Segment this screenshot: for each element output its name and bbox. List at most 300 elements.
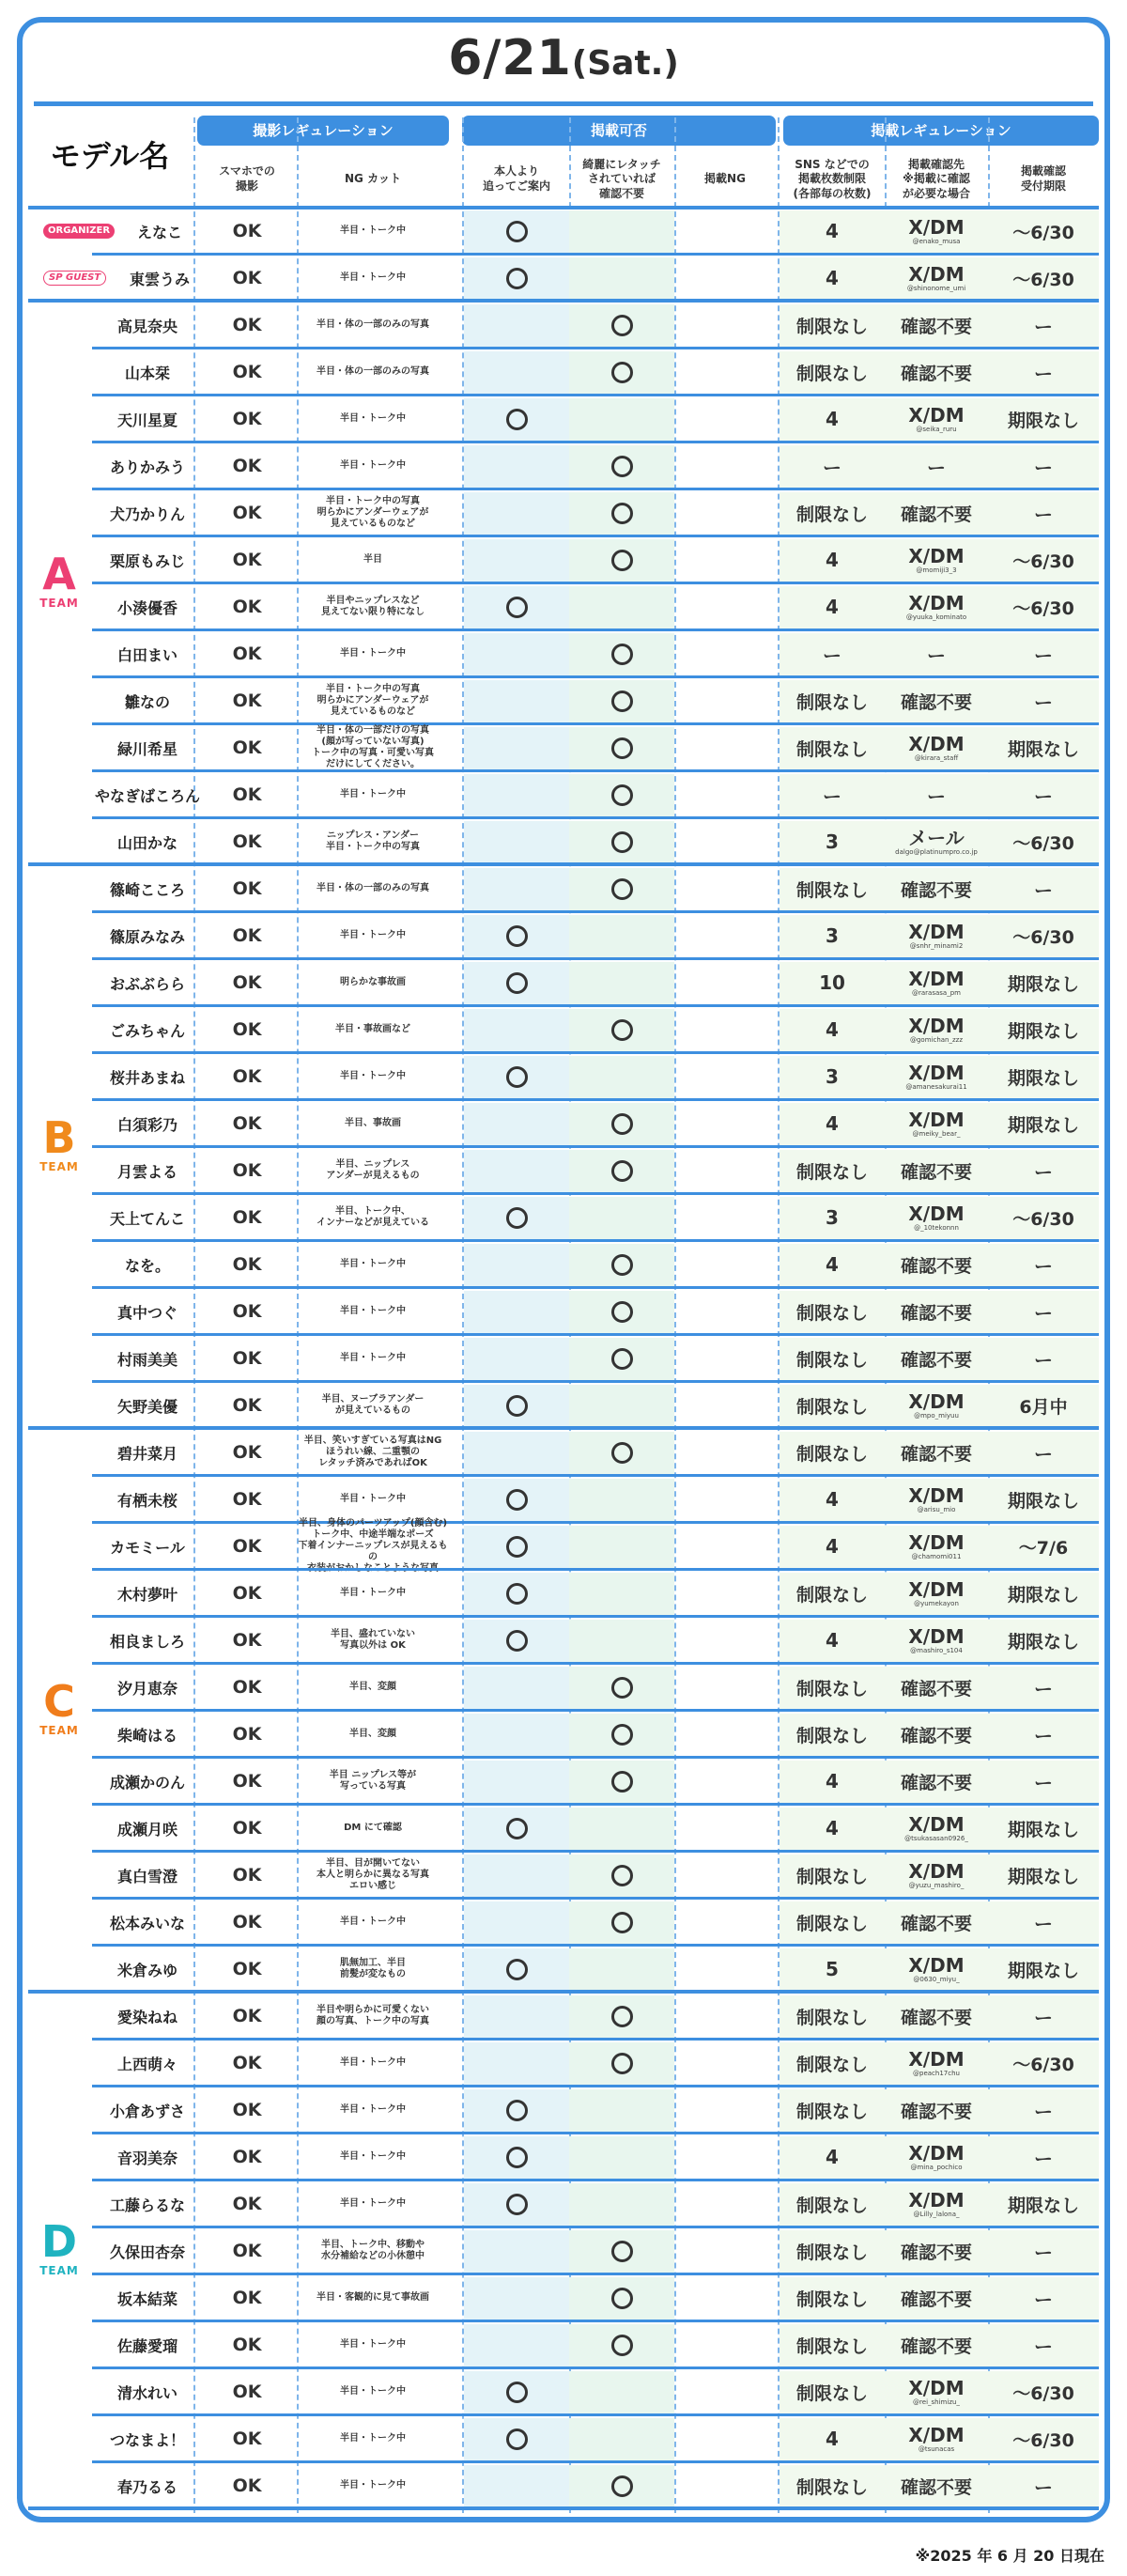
retouch-shade bbox=[569, 2089, 674, 2132]
organizer-badge: ORGANIZER bbox=[43, 224, 115, 239]
circle-mark-icon bbox=[506, 597, 528, 618]
retouch-cell bbox=[569, 349, 674, 396]
deadline: ー bbox=[1034, 1677, 1053, 1700]
ng-cut-text: 半目、事故画 bbox=[345, 1117, 401, 1128]
retouch-shade bbox=[569, 1948, 674, 1991]
follow-up-cell bbox=[464, 959, 569, 1006]
table-row bbox=[23, 1805, 1104, 1852]
table-row bbox=[23, 1993, 1104, 2040]
circle-mark-icon bbox=[611, 1677, 633, 1699]
confirm-method: X/DM bbox=[908, 1624, 965, 1648]
model-name: 犬乃かりん bbox=[109, 504, 185, 523]
retouch-cell bbox=[569, 865, 674, 912]
circle-mark-icon bbox=[506, 2100, 528, 2121]
model-name: 柴崎はる bbox=[116, 1726, 178, 1745]
smartphone-ok: OK bbox=[232, 2382, 262, 2402]
confirm-contact bbox=[885, 536, 988, 583]
circle-mark-icon bbox=[611, 831, 633, 853]
follow-shade bbox=[464, 1901, 569, 1944]
sns-limit: 4 bbox=[826, 408, 839, 430]
contact-handle: @yumekayon bbox=[914, 1599, 959, 1607]
sns-limit: 制限なし bbox=[795, 691, 868, 713]
deadline: 〜6/30 bbox=[1012, 551, 1074, 572]
sns-limit: 3 bbox=[826, 830, 839, 853]
table-row bbox=[23, 1429, 1104, 1476]
smartphone-ok: OK bbox=[232, 784, 262, 805]
ng-cut-text: 半目・トーク中 bbox=[340, 2432, 406, 2444]
confirm-contact bbox=[885, 1805, 988, 1852]
retouch-cell bbox=[569, 724, 674, 771]
table-row bbox=[23, 1758, 1104, 1805]
sns-limit: 制限なし bbox=[795, 1161, 868, 1183]
model-name: 東雲うみ bbox=[129, 270, 190, 288]
smartphone-ok: OK bbox=[232, 2053, 262, 2073]
confirm-contact bbox=[885, 1946, 988, 1993]
sns-limit: 制限なし bbox=[795, 738, 868, 760]
circle-mark-icon bbox=[506, 409, 528, 430]
table-row bbox=[23, 1053, 1104, 1100]
follow-shade bbox=[464, 680, 569, 722]
confirm-contact bbox=[885, 2180, 988, 2227]
follow-up-cell bbox=[464, 2415, 569, 2462]
table-row bbox=[23, 536, 1104, 583]
circle-mark-icon bbox=[611, 1912, 633, 1933]
confirm-method: X/DM bbox=[908, 1108, 965, 1131]
sns-limit: 制限なし bbox=[795, 504, 868, 525]
ng-cut-text: 半目、身体のパーツアップ(顔含む) トーク中、中途半端なポーズ 下着インナーニップレスが見えるもの bbox=[298, 1517, 448, 1563]
ng-cut-text: 半目・トーク中 bbox=[340, 412, 406, 424]
retouch-cell bbox=[569, 1100, 674, 1147]
col-deadline: 掲載確認 受付期限 bbox=[1020, 164, 1066, 193]
retouch-shade bbox=[569, 2136, 674, 2179]
model-name: つなまよ！ bbox=[109, 2430, 185, 2449]
deadline: 期限なし bbox=[1007, 1067, 1079, 1089]
retouch-cell bbox=[569, 1006, 674, 1053]
deadline: ー bbox=[1034, 2241, 1053, 2264]
contact-handle: @peach17chu bbox=[913, 2069, 960, 2077]
confirm-contact bbox=[885, 1523, 988, 1570]
follow-shade bbox=[464, 2277, 569, 2320]
retouch-shade bbox=[569, 1526, 674, 1568]
contact-handle: @amanesakurai11 bbox=[905, 1082, 967, 1091]
deadline: 6月中 bbox=[1019, 1396, 1068, 1418]
deadline: 期限なし bbox=[1007, 1631, 1079, 1653]
sns-limit: 10 bbox=[819, 971, 845, 994]
confirm-method: 確認不要 bbox=[900, 316, 972, 337]
contact-handle: @kirara_staff bbox=[914, 753, 959, 762]
retouch-shade bbox=[569, 2183, 674, 2226]
follow-shade bbox=[464, 1432, 569, 1474]
page-title bbox=[23, 30, 1104, 98]
retouch-cell bbox=[569, 677, 674, 724]
table-row bbox=[23, 2227, 1104, 2274]
confirm-contact bbox=[885, 724, 988, 771]
ng-cut-text: 半目、トーク中、移動や 水分補給などの小休憩中 bbox=[321, 2239, 425, 2261]
smartphone-ok: OK bbox=[232, 1630, 262, 1651]
team-word: TEAM bbox=[39, 597, 79, 610]
follow-up-cell bbox=[464, 1194, 569, 1241]
circle-mark-icon bbox=[611, 503, 633, 524]
deadline: ー bbox=[1034, 691, 1053, 714]
deadline: ー bbox=[1034, 362, 1053, 385]
contact-handle: @rei_shimizu_ bbox=[913, 2398, 960, 2406]
ng-cut-text: 半目・トーク中 bbox=[340, 2338, 406, 2350]
sns-limit: 制限なし bbox=[795, 2476, 868, 2498]
retouch-cell bbox=[569, 2227, 674, 2274]
ng-cut-text: 半目・トーク中 bbox=[340, 788, 406, 799]
table-row bbox=[23, 2274, 1104, 2321]
confirm-method: X/DM bbox=[908, 1389, 965, 1413]
confirm-contact bbox=[885, 1382, 988, 1429]
table-row bbox=[23, 1570, 1104, 1617]
retouch-shade bbox=[569, 1620, 674, 1662]
contact-handle: @0630_miyu_ bbox=[913, 1975, 960, 1983]
circle-mark-icon bbox=[611, 1113, 633, 1135]
follow-up-cell bbox=[464, 1946, 569, 1993]
retouch-cell bbox=[569, 1852, 674, 1899]
model-name: 天川星夏 bbox=[116, 411, 178, 429]
circle-mark-icon bbox=[611, 1442, 633, 1464]
deadline: 期限なし bbox=[1007, 973, 1079, 995]
retouch-shade bbox=[569, 586, 674, 628]
ng-cut-text: 半目・体の一部のみの写真 bbox=[316, 882, 429, 893]
retouch-shade bbox=[569, 2418, 674, 2460]
deadline: 期限なし bbox=[1007, 738, 1079, 760]
model-name: 相良ましろ bbox=[109, 1632, 185, 1651]
smartphone-ok: OK bbox=[232, 1113, 262, 1134]
table-row bbox=[23, 818, 1104, 865]
confirm-method: X/DM bbox=[908, 1014, 965, 1037]
confirm-method: 確認不要 bbox=[900, 363, 972, 384]
smartphone-ok: OK bbox=[232, 1724, 262, 1745]
smartphone-ok: OK bbox=[232, 1066, 262, 1087]
sp-guest-badge: SP GUEST bbox=[43, 271, 106, 286]
retouch-shade bbox=[569, 210, 674, 253]
confirm-method: X/DM bbox=[908, 1812, 965, 1836]
smartphone-ok: OK bbox=[232, 550, 262, 570]
sns-limit: 制限なし bbox=[795, 316, 868, 337]
ng-cut-text: 半目・トーク中 bbox=[340, 2103, 406, 2115]
contact-handle: @meiky_bear_ bbox=[912, 1129, 961, 1138]
confirm-method: X/DM bbox=[908, 2423, 965, 2446]
confirm-contact bbox=[885, 959, 988, 1006]
deadline: 〜6/30 bbox=[1012, 597, 1074, 619]
smartphone-ok: OK bbox=[232, 1865, 262, 1885]
deadline: ー bbox=[1034, 1160, 1053, 1184]
group-posting: 掲載可否 bbox=[462, 116, 776, 146]
deadline: 期限なし bbox=[1007, 1020, 1079, 1042]
schedule-frame bbox=[17, 17, 1110, 2522]
ng-cut-text: 半目・客観的に見て事故画 bbox=[316, 2291, 429, 2303]
follow-up-cell bbox=[464, 2368, 569, 2415]
table-row bbox=[23, 1517, 1104, 1570]
confirm-contact bbox=[885, 1570, 988, 1617]
confirm-contact bbox=[885, 1617, 988, 1664]
retouch-shade bbox=[569, 2371, 674, 2413]
deadline: 期限なし bbox=[1007, 410, 1079, 431]
deadline: ー bbox=[1034, 2335, 1053, 2358]
table-row bbox=[23, 583, 1104, 630]
confirm-method: 確認不要 bbox=[900, 1913, 972, 1934]
retouch-shade bbox=[569, 398, 674, 441]
deadline: ー bbox=[1034, 1442, 1053, 1466]
sns-limit: 4 bbox=[826, 1535, 839, 1558]
table-row bbox=[23, 255, 1104, 302]
circle-mark-icon bbox=[506, 268, 528, 289]
model-name: 矢野美優 bbox=[116, 1397, 178, 1416]
deadline: 期限なし bbox=[1007, 2195, 1079, 2216]
table-header bbox=[23, 106, 1104, 211]
smartphone-ok: OK bbox=[232, 362, 262, 382]
table-row bbox=[23, 724, 1104, 771]
confirm-method: X/DM bbox=[908, 591, 965, 614]
ng-cut-text: 半目 bbox=[363, 553, 382, 565]
model-name: 碧井菜月 bbox=[116, 1444, 178, 1463]
circle-mark-icon bbox=[506, 1583, 528, 1605]
contact-handle: @snhr_minami2 bbox=[909, 941, 964, 950]
sns-limit: 4 bbox=[826, 549, 839, 571]
ng-cut-text: 半目・体の一部のみの写真 bbox=[316, 365, 429, 377]
circle-mark-icon bbox=[611, 1348, 633, 1370]
retouch-cell bbox=[569, 1664, 674, 1711]
model-name: 月雲よる bbox=[116, 1162, 178, 1181]
follow-up-cell bbox=[464, 1805, 569, 1852]
confirm-method: 確認不要 bbox=[900, 691, 972, 713]
smartphone-ok: OK bbox=[232, 691, 262, 711]
ng-cut-text: 肌無加工、半目 前髪が変なもの bbox=[340, 1957, 406, 1979]
contact-handle: @enako_musa bbox=[912, 237, 961, 245]
confirm-contact bbox=[885, 1194, 988, 1241]
model-name: 成瀬月咲 bbox=[116, 1820, 178, 1839]
confirm-contact bbox=[885, 2040, 988, 2087]
ng-cut-text: ニップレス・アンダー 半目・トーク中の写真 bbox=[326, 830, 420, 852]
follow-up-cell bbox=[464, 1523, 569, 1570]
smartphone-ok: OK bbox=[232, 1019, 262, 1040]
confirm-method: X/DM bbox=[908, 544, 965, 567]
sns-limit: 4 bbox=[826, 220, 839, 242]
ng-cut-text: 半目・トーク中 bbox=[340, 1916, 406, 1927]
confirm-contact bbox=[885, 396, 988, 442]
model-name: 白須彩乃 bbox=[116, 1115, 178, 1134]
table-row bbox=[23, 2087, 1104, 2134]
smartphone-ok: OK bbox=[232, 1771, 262, 1792]
smartphone-ok: OK bbox=[232, 597, 262, 617]
table-row bbox=[23, 865, 1104, 912]
retouch-shade bbox=[569, 1479, 674, 1521]
confirm-method: メール bbox=[908, 826, 965, 849]
smartphone-ok: OK bbox=[232, 972, 262, 993]
model-name: 坂本結菜 bbox=[116, 2289, 178, 2308]
col-post-ng: 掲載NG bbox=[704, 172, 746, 186]
retouch-cell bbox=[569, 302, 674, 349]
model-name: えなこ bbox=[136, 223, 182, 241]
smartphone-ok: OK bbox=[232, 1442, 262, 1463]
sns-limit: 制限なし bbox=[795, 1678, 868, 1699]
deadline: 〜6/30 bbox=[1012, 1208, 1074, 1230]
follow-shade bbox=[464, 1995, 569, 2038]
ng-cut-text: 半目、盛れていない 写真以外は OK bbox=[331, 1628, 415, 1651]
smartphone-ok: OK bbox=[232, 1677, 262, 1698]
smartphone-ok: OK bbox=[232, 2006, 262, 2026]
deadline: 〜6/30 bbox=[1012, 2054, 1074, 2075]
model-name: 小湊優香 bbox=[116, 598, 178, 617]
deadline: 期限なし bbox=[1007, 1490, 1079, 1512]
follow-shade bbox=[464, 1244, 569, 1286]
smartphone-ok: OK bbox=[232, 456, 262, 476]
contact-handle: @mina_pochico bbox=[910, 2163, 963, 2171]
model-name: 栗原もみじ bbox=[109, 551, 185, 570]
confirm-contact bbox=[885, 818, 988, 865]
smartphone-ok: OK bbox=[232, 2288, 262, 2308]
sns-limit: 3 bbox=[826, 1065, 839, 1088]
model-name: 小倉あずさ bbox=[109, 2102, 185, 2120]
model-name: 愛染ねね bbox=[116, 2008, 178, 2026]
team-word: TEAM bbox=[39, 1160, 79, 1173]
model-name: 篠崎こころ bbox=[109, 880, 185, 899]
table-row bbox=[23, 630, 1104, 677]
sns-limit: 制限なし bbox=[795, 1302, 868, 1324]
table-row bbox=[23, 1852, 1104, 1899]
sns-limit: 4 bbox=[826, 1770, 839, 1792]
smartphone-ok: OK bbox=[232, 409, 262, 429]
retouch-shade bbox=[569, 257, 674, 300]
model-name: 米倉みゆ bbox=[116, 1961, 178, 1979]
model-name: 雛なの bbox=[124, 692, 170, 711]
table-row bbox=[23, 2321, 1104, 2368]
smartphone-ok: OK bbox=[232, 1489, 262, 1510]
confirm-method: X/DM bbox=[908, 1483, 965, 1507]
ng-cut-text: 半目・事故画など bbox=[335, 1023, 410, 1034]
table-row bbox=[23, 349, 1104, 396]
smartphone-ok: OK bbox=[232, 2429, 262, 2449]
retouch-cell bbox=[569, 536, 674, 583]
sns-limit: 4 bbox=[826, 2428, 839, 2450]
circle-mark-icon bbox=[611, 315, 633, 336]
smartphone-ok: OK bbox=[232, 1207, 262, 1228]
model-name: 山本栞 bbox=[124, 364, 170, 382]
sns-limit: 制限なし bbox=[795, 2335, 868, 2357]
confirm-method: 確認不要 bbox=[900, 1161, 972, 1183]
col-sns-limit: SNS などでの 掲載枚数制限 (各部毎の枚数) bbox=[793, 157, 872, 200]
circle-mark-icon bbox=[611, 550, 633, 571]
col-smartphone: スマホでの 撮影 bbox=[219, 164, 275, 193]
circle-mark-icon bbox=[611, 1301, 633, 1323]
ng-cut-text: 半目・トーク中 bbox=[340, 1070, 406, 1081]
contact-handle: @shinonome_umi bbox=[906, 284, 966, 292]
model-name: 真中つぐ bbox=[116, 1303, 178, 1322]
confirm-method: X/DM bbox=[908, 262, 965, 286]
table-row bbox=[23, 1476, 1104, 1523]
table-row bbox=[23, 489, 1104, 536]
follow-shade bbox=[464, 304, 569, 347]
follow-shade bbox=[464, 727, 569, 769]
team-label-d bbox=[34, 2216, 85, 2277]
circle-mark-icon bbox=[506, 972, 528, 994]
circle-mark-icon bbox=[506, 1066, 528, 1088]
sns-limit: 制限なし bbox=[795, 2101, 868, 2122]
smartphone-ok: OK bbox=[232, 268, 262, 288]
table-row bbox=[23, 1617, 1104, 1664]
confirm-method: X/DM bbox=[908, 1953, 965, 1977]
confirm-method: X/DM bbox=[908, 2047, 965, 2071]
model-name: 真白雪澄 bbox=[116, 1867, 178, 1885]
sns-limit: 4 bbox=[826, 2146, 839, 2168]
ng-cut-text: 半目・トーク中 bbox=[340, 1493, 406, 1504]
smartphone-ok: OK bbox=[232, 1583, 262, 1604]
circle-mark-icon bbox=[506, 1959, 528, 1980]
confirm-contact bbox=[885, 2134, 988, 2180]
confirm-method: X/DM bbox=[908, 215, 965, 239]
ng-cut-text: 半目・トーク中 bbox=[340, 2056, 406, 2068]
contact-handle: @mashiro_s104 bbox=[910, 1646, 963, 1654]
sns-limit: 4 bbox=[826, 1488, 839, 1511]
table-row bbox=[23, 208, 1104, 255]
confirm-method: 確認不要 bbox=[900, 1302, 972, 1324]
follow-up-cell bbox=[464, 912, 569, 959]
contact-handle: @momiji3_3 bbox=[916, 566, 957, 574]
team-letter: C bbox=[43, 1676, 75, 1727]
contact-handle: @Lilly_lalona_ bbox=[913, 2210, 960, 2218]
deadline: 期限なし bbox=[1007, 1960, 1079, 1981]
table-row bbox=[23, 912, 1104, 959]
follow-shade bbox=[464, 1150, 569, 1192]
ng-cut-text: 半目、変顔 bbox=[349, 1728, 396, 1739]
col-follow-up: 本人より 追ってご案内 bbox=[482, 164, 550, 193]
deadline: ー bbox=[1034, 2288, 1053, 2311]
circle-mark-icon bbox=[611, 2006, 633, 2027]
sns-limit: 制限なし bbox=[795, 1443, 868, 1465]
model-name: 天上てんこ bbox=[109, 1209, 185, 1228]
group-shooting: 撮影レギュレーション bbox=[197, 116, 449, 146]
smartphone-ok: OK bbox=[232, 831, 262, 852]
retouch-cell bbox=[569, 1711, 674, 1758]
retouch-cell bbox=[569, 1335, 674, 1382]
circle-mark-icon bbox=[506, 1536, 528, 1558]
contact-handle: @tsukasasan0926_ bbox=[904, 1834, 968, 1842]
smartphone-ok: OK bbox=[232, 2100, 262, 2120]
table-row bbox=[23, 1711, 1104, 1758]
model-name: 有栖未桜 bbox=[116, 1491, 178, 1510]
follow-shade bbox=[464, 1667, 569, 1709]
model-name: 篠原みなみ bbox=[109, 927, 185, 946]
table-row bbox=[23, 2040, 1104, 2087]
sns-limit: 制限なし bbox=[795, 1913, 868, 1934]
col-confirm-to: 掲載確認先 ※掲載に確認 が必要な場合 bbox=[902, 157, 970, 200]
retouch-cell bbox=[569, 489, 674, 536]
team-letter: B bbox=[42, 1112, 76, 1163]
sns-limit: 制限なし bbox=[795, 1349, 868, 1371]
table-row bbox=[23, 1382, 1104, 1429]
confirm-method: 確認不要 bbox=[900, 504, 972, 525]
confirm-method: X/DM bbox=[908, 1859, 965, 1883]
contact-handle: dalgo@platinumpro.co.jp bbox=[895, 847, 978, 856]
sns-limit: 制限なし bbox=[795, 2054, 868, 2075]
model-name: 成瀬かのん bbox=[109, 1773, 185, 1792]
circle-mark-icon bbox=[611, 456, 633, 477]
follow-up-cell bbox=[464, 255, 569, 302]
deadline: 期限なし bbox=[1007, 1114, 1079, 1136]
model-name: 高見奈央 bbox=[116, 317, 178, 335]
follow-shade bbox=[464, 1761, 569, 1803]
team-word: TEAM bbox=[39, 1724, 79, 1737]
sns-limit: 制限なし bbox=[795, 1866, 868, 1887]
circle-mark-icon bbox=[611, 2241, 633, 2262]
sns-limit: 制限なし bbox=[795, 1584, 868, 1606]
follow-shade bbox=[464, 445, 569, 488]
sns-limit: 4 bbox=[826, 1817, 839, 1839]
retouch-cell bbox=[569, 2462, 674, 2509]
follow-up-cell bbox=[464, 2134, 569, 2180]
